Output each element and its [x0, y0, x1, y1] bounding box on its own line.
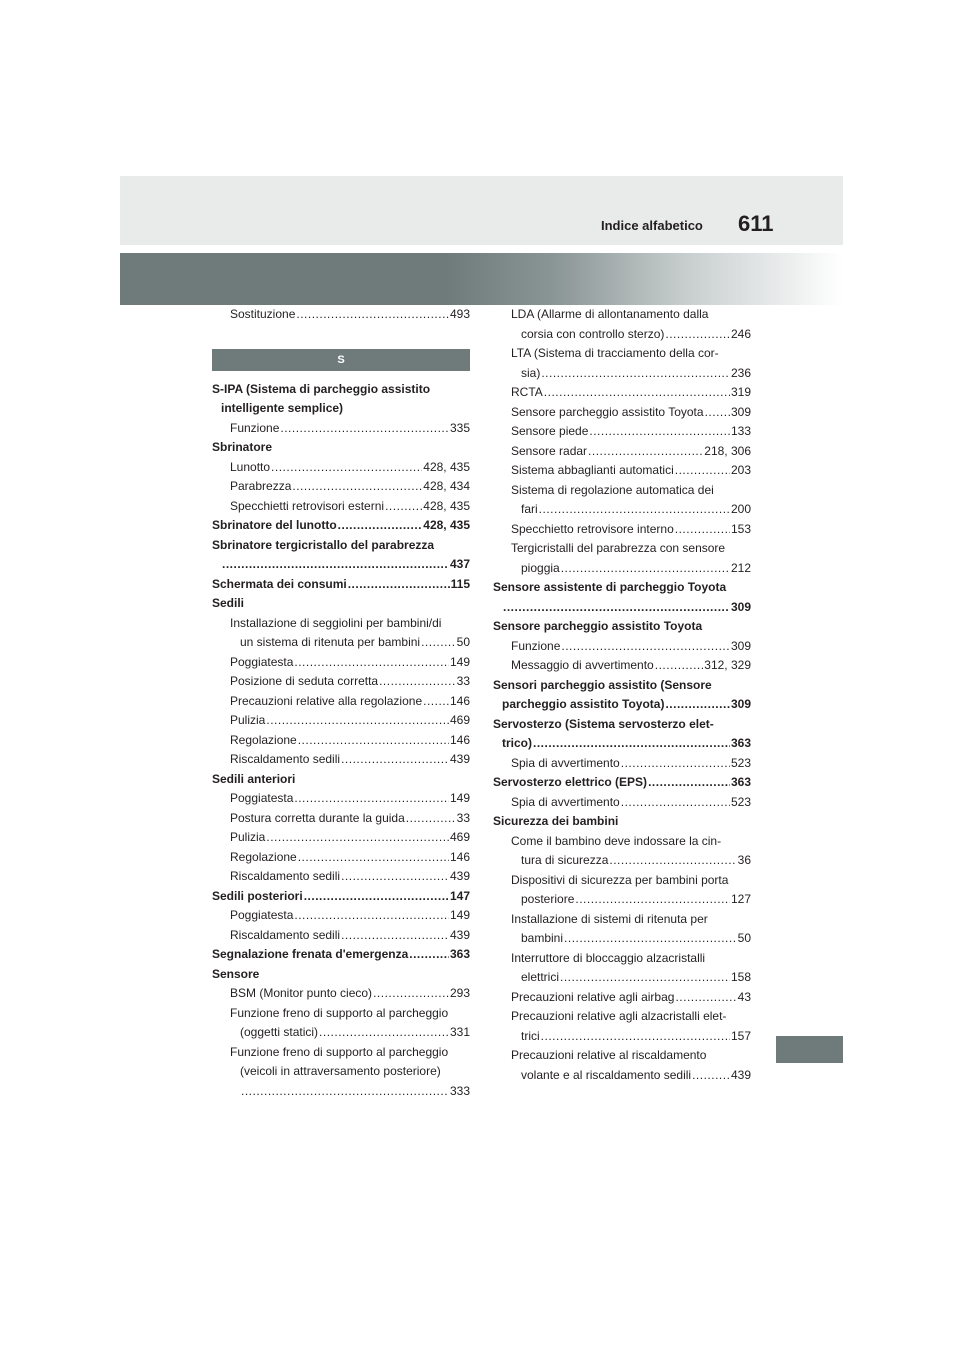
index-entry: Specchietto retrovisore interno ..... 153 — [493, 520, 751, 540]
index-entry: Lunotto ..... 428, 435 — [212, 458, 470, 478]
index-heading: Sbrinatore — [212, 440, 273, 454]
thumb-tab-marker — [776, 1036, 843, 1063]
index-entry: Sensore piede ..... 133 — [493, 422, 751, 442]
index-entry: Poggiatesta ..... 149 — [212, 906, 470, 926]
index-entry-line: (veicoli in attraversamento posteriore) — [240, 1064, 441, 1078]
index-heading: S-IPA (Sistema di parcheggio assistito — [212, 381, 431, 396]
index-entry: Sensore radar ..... 218, 306 — [493, 442, 751, 462]
index-entry: Pulizia ..... 469 — [212, 711, 470, 731]
index-entry: posteriore ..... 127 — [493, 890, 751, 910]
index-heading-entry: Schermata dei consumi ..... 115 — [212, 575, 470, 595]
index-entry: un sistema di ritenuta per bambini ..... 50 — [212, 633, 470, 653]
index-entry: Poggiatesta ..... 149 — [212, 653, 470, 673]
header-background — [120, 176, 843, 245]
index-heading-entry: parcheggio assistito Toyota) ..... 309 — [493, 695, 751, 715]
index-entry: Precauzioni relative alla regolazione ..... 146 — [212, 692, 470, 712]
index-entry: (oggetti statici) ..... 331 — [212, 1023, 470, 1043]
index-entry: pioggia ..... 212 — [493, 559, 751, 579]
index-heading: Servosterzo (Sistema servosterzo elet- — [493, 716, 714, 731]
index-entry: BSM (Monitor punto cieco) ..... 293 — [212, 984, 470, 1004]
index-entry: Sensore parcheggio assistito Toyota ..... 309 — [493, 403, 751, 423]
index-entry: Sostituzione ..... 493 — [212, 305, 470, 325]
index-entry: Riscaldamento sedili ..... 439 — [212, 867, 470, 887]
index-entry: ..... 333 — [212, 1082, 470, 1102]
section-title: Indice alfabetico — [601, 218, 703, 233]
index-entry: Pulizia ..... 469 — [212, 828, 470, 848]
index-heading-entry: ..... 309 — [493, 598, 751, 618]
index-heading-entry: ..... 437 — [212, 555, 470, 575]
index-entry: Riscaldamento sedili ..... 439 — [212, 750, 470, 770]
index-entry: Regolazione ..... 146 — [212, 848, 470, 868]
index-heading: Sedili anteriori — [212, 771, 296, 786]
index-entry: Funzione ..... 335 — [212, 419, 470, 439]
index-entry: Messaggio di avvertimento ..... 312, 329 — [493, 656, 751, 676]
index-entry-line: Come il bambino deve indossare la cin- — [511, 833, 722, 848]
index-entry: Parabrezza ..... 428, 434 — [212, 477, 470, 497]
index-heading: Sensore — [212, 966, 260, 981]
index-heading-entry: Sedili posteriori ..... 147 — [212, 887, 470, 907]
index-entry-line: Precauzioni relative agli alzacristalli elet- — [511, 1009, 727, 1023]
index-entry: sia) ..... 236 — [493, 364, 751, 384]
index-entry-line: Installazione di seggiolini per bambini/di — [230, 615, 442, 630]
index-entry: Poggiatesta ..... 149 — [212, 789, 470, 809]
index-column-right — [493, 305, 751, 1085]
index-heading: Sensore parcheggio assistito Toyota — [493, 619, 703, 633]
index-heading: Sensore assistente di parcheggio Toyota — [493, 580, 727, 594]
index-heading: Sensori parcheggio assistito (Sensore — [493, 677, 712, 692]
index-entry-line: LDA (Allarme di allontanamento dalla — [511, 307, 709, 321]
page-number: 611 — [738, 211, 774, 236]
index-entry: tura di sicurezza ..... 36 — [493, 851, 751, 871]
index-heading-entry: Segnalazione frenata d'emergenza ..... 363 — [212, 945, 470, 965]
index-entry-line: Dispositivi di sicurezza per bambini porta — [511, 872, 729, 887]
index-entry: trici ..... 157 — [493, 1027, 751, 1047]
index-entry: Postura corretta durante la guida ..... 33 — [212, 809, 470, 829]
index-entry: Specchietti retrovisori esterni ..... 428, 435 — [212, 497, 470, 517]
index-entry-line: LTA (Sistema di tracciamento della cor- — [511, 346, 719, 360]
index-heading-entry: trico) ..... 363 — [493, 734, 751, 754]
index-entry: Regolazione ..... 146 — [212, 731, 470, 751]
letter-divider: S — [212, 349, 470, 371]
index-entry-line: Installazione di sistemi di ritenuta per — [511, 911, 708, 926]
index-entry: volante e al riscaldamento sedili ..... 439 — [493, 1066, 751, 1086]
index-entry-line: Funzione freno di supporto al parcheggio — [230, 1005, 449, 1020]
index-entry: elettrici ..... 158 — [493, 968, 751, 988]
index-entry: corsia con controllo sterzo) ..... 246 — [493, 325, 751, 345]
index-entry-line: Sistema di regolazione automatica dei — [511, 482, 714, 497]
index-entry-line: Funzione freno di supporto al parcheggio — [230, 1044, 449, 1059]
index-entry: RCTA ..... 319 — [493, 383, 751, 403]
index-heading-entry: Servosterzo elettrico (EPS) ..... 363 — [493, 773, 751, 793]
index-heading: Sicurezza dei bambini — [493, 814, 619, 828]
header-band — [120, 253, 843, 305]
index-entry: Posizione di seduta corretta ..... 33 — [212, 672, 470, 692]
index-entry: Precauzioni relative agli airbag ..... 43 — [493, 988, 751, 1008]
index-heading: Sbrinatore tergicristallo del parabrezza — [212, 537, 435, 552]
index-entry: Spia di avvertimento ..... 523 — [493, 793, 751, 813]
index-entry-line: Interruttore di bloccaggio alzacristalli — [511, 950, 706, 965]
index-entry-line: Precauzioni relative al riscaldamento — [511, 1048, 707, 1062]
index-entry: bambini ..... 50 — [493, 929, 751, 949]
index-entry: Sistema abbaglianti automatici ..... 203 — [493, 461, 751, 481]
index-entry-line: Tergicristalli del parabrezza con sensore — [511, 541, 726, 555]
index-heading-continued: intelligente semplice) — [221, 401, 344, 415]
index-heading: Sedili — [212, 596, 245, 610]
index-entry: Spia di avvertimento ..... 523 — [493, 754, 751, 774]
index-entry: Funzione ..... 309 — [493, 637, 751, 657]
index-entry: fari ..... 200 — [493, 500, 751, 520]
index-column-left — [212, 305, 470, 1101]
index-heading-entry: Sbrinatore del lunotto ..... 428, 435 — [212, 516, 470, 536]
index-entry: Riscaldamento sedili ..... 439 — [212, 926, 470, 946]
